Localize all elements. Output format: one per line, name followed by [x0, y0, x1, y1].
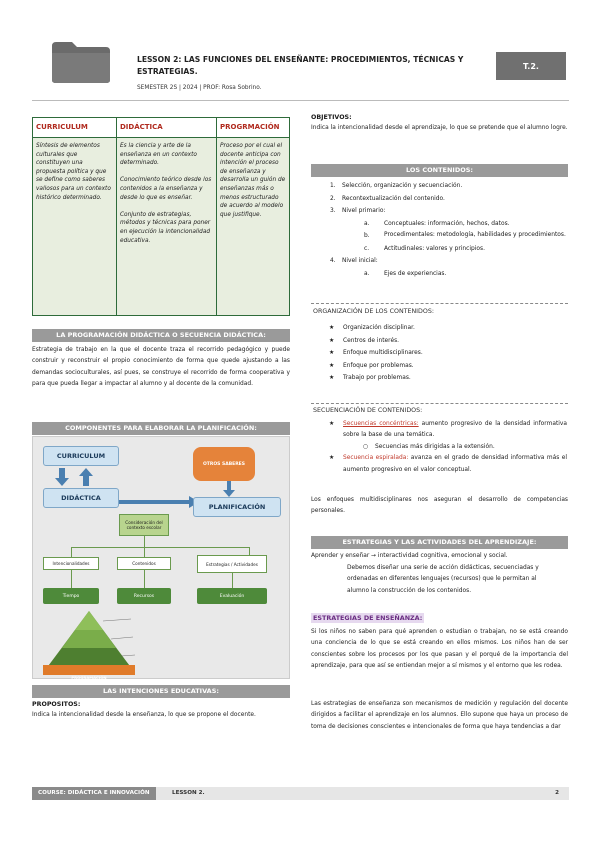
- column-header: PROGRMACIÓN: [217, 118, 289, 138]
- list-item: c. Actitudinales: valores y principios.: [364, 245, 485, 252]
- folder-icon: [50, 40, 112, 84]
- pyramid-graphic: [41, 609, 137, 679]
- section-heading-contenidos: LOS CONTENIDOS:: [311, 164, 568, 177]
- estrategias-paragraph-2: Las estrategias de enseñanza son mecanismos de medición y regulación del docente dirigidos a facilitar el aprendizaje en los alumnos. Ello supone que haya un proceso de toma de decisiones conscientes e intencionales de forma que haya tendencias a dar: [311, 701, 568, 730]
- footer-course: COURSE: DIDÁCTICA E INNOVACIÓN: [32, 787, 156, 800]
- list-item: ★ Enfoque por problemas.: [329, 362, 414, 369]
- list-item: ★ Enfoque multidisciplinares.: [329, 350, 423, 356]
- propositos-text: Indica la intencionalidad desde la enseñanza, lo que se propone el docente.: [32, 712, 256, 718]
- list-item: 4. Nivel inicial:: [330, 258, 378, 264]
- list-item: a. Conceptuales: información, hechos, datos.: [364, 220, 510, 227]
- cell-text: Conjunto de estrategias, métodos y técnicas para poner en ejecución la intencionalidad educativa.: [120, 211, 211, 244]
- secuenciacion-heading: SECUENCIACIÓN DE CONTENIDOS:: [313, 407, 423, 414]
- diagram-contenidos: Contenidos: [117, 557, 171, 570]
- objetivos-label: OBJETIVOS:: [311, 114, 352, 121]
- diagram-intencionalidades: Intencionalidades: [43, 557, 99, 570]
- diagram-otros-saberes: OTROS SABERES: [193, 447, 255, 481]
- list-item: a. Ejes de experiencias.: [364, 270, 447, 277]
- pyramid-label: PROGRAMACIÓN: [71, 675, 107, 680]
- programacion-text: Estrategia de trabajo en la que el docente traza el recorrido pedagógico y puede construir y reconstruir el propio conocimiento de forma que quede ajustando a las demandas socioculturales, así pues, se construye el recorrido de forma cooperativa y para que pueda llegar a impactar al alumno y al docente de la comunidad.: [32, 347, 290, 388]
- estrategias-paragraph-1: Si los niños no saben para qué aprenden o estudian o trabajan, no se está creando una conciencia de lo que se está creando en ellos mismos. Los niños han de ser conscientes sobre los procesos por los que pasan y el porqué de la importancia del aprendizaje, para que así se entiendan mejor a sí mismos y el entorno que les rodea.: [311, 629, 568, 670]
- estrategias-indent: Debemos diseñar una serie de acción didácticas, secuenciadas y ordenadas en diferentes lenguajes (recursos) que le permitan al alumno la construcción de los contenidos.: [347, 565, 539, 594]
- table-column-programacion: [217, 118, 289, 315]
- list-item: 2. Recontextualización del contenido.: [330, 195, 445, 202]
- topic-badge: T.2.: [496, 52, 566, 80]
- table-column-curriculum: [33, 118, 117, 315]
- right-arrow-icon: [119, 495, 199, 509]
- cell-text: Síntesis de elementos culturales que constituyen una propuesta política y que se define como saberes valiosos para un contexto histórico determinado.: [36, 143, 111, 201]
- diagram-recursos: Recursos: [117, 588, 171, 604]
- list-item: ★ Secuencia espiralada: avanza en el grado de densidad informativa más el aumento progresivo en el valor conceptual.: [329, 455, 567, 473]
- section-heading-programacion: LA PROGRAMACIÓN DIDÁCTICA O SECUENCIA DIDÁCTICA:: [32, 329, 290, 342]
- planning-diagram: [32, 436, 290, 679]
- contenidos-list: [330, 180, 568, 280]
- cell-text: Proceso por el cual el docente anticipa con intención el proceso de enseñanza y desarrolla un guión de enseñanzas más o menos estructurado de acuerdo al modelo que justifique.: [220, 143, 286, 218]
- list-item: ★ Centros de interés.: [329, 337, 400, 344]
- curriculum-table: [32, 117, 290, 316]
- list-item: ★ Secuencias concéntricas: aumento progresivo de la densidad informativa sobre la base de una temática.: [329, 421, 567, 439]
- diagram-estrategias: Estrategias / Actividades: [197, 555, 267, 573]
- section-heading-estrategias: ESTRATEGIAS Y LAS ACTIVIDADES DEL APRENDIZAJE:: [311, 536, 568, 549]
- diagram-contexto: Consideración del contexto escolar: [119, 514, 169, 536]
- organizacion-list: [329, 322, 567, 385]
- footer-lesson: LESSON 2.: [172, 790, 205, 796]
- propositos-label: PROPOSITOS:: [32, 701, 81, 708]
- page-title: LESSON 2: LAS FUNCIONES DEL ENSEÑANTE: PROCEDIMIENTOS, TÉCNICAS Y ESTRATEGIAS.: [137, 55, 464, 76]
- section-heading-componentes: COMPONENTES PARA ELABORAR LA PLANIFICACIÓN:: [32, 422, 290, 435]
- exchange-arrows-icon: [53, 468, 97, 486]
- page-number: 2: [555, 790, 559, 796]
- table-column-didactica: [117, 118, 217, 315]
- cell-text: Es la ciencia y arte de la enseñanza en un contexto determinado.: [120, 143, 197, 167]
- estrategias-line: Aprender y enseñar → interactividad cognitiva, emocional y social.: [311, 553, 508, 559]
- header-divider: [32, 100, 569, 101]
- list-item: ○ Secuencias más dirigidas a la extensión.: [363, 443, 495, 450]
- column-header: CURRICULUM: [33, 118, 116, 138]
- estrategias-subheading: ESTRATEGIAS DE ENSEÑANZA:: [313, 614, 423, 622]
- diagram-planificacion: PLANIFICACIÓN: [193, 497, 281, 517]
- list-item: 1. Selección, organización y secuenciación.: [330, 183, 463, 189]
- secuenciacion-list: [329, 419, 567, 476]
- diagram-tiempo: Tiempo: [43, 588, 99, 604]
- objetivos-text: Indica la intencionalidad desde el aprendizaje, lo que se pretende que el alumno logre.: [311, 125, 568, 131]
- diagram-curriculum: CURRICULUM: [43, 446, 119, 466]
- diagram-didactica: DIDÁCTICA: [43, 488, 119, 508]
- list-item: b. Procedimentales: metodología, habilidades y procedimientos.: [364, 232, 566, 239]
- semester-info: SEMESTER 2S | 2024 | PROF: Rosa Sobrino.: [137, 85, 262, 91]
- list-item: ★ Organización disciplinar.: [329, 325, 415, 331]
- down-arrow-icon: [223, 481, 235, 497]
- diagram-evaluacion: Evaluación: [197, 588, 267, 604]
- section-heading-intenciones: LAS INTENCIONES EDUCATIVAS:: [32, 685, 290, 698]
- list-item: 3. Nivel primario:: [330, 208, 386, 214]
- organizacion-heading: ORGANIZACIÓN DE LOS CONTENIDOS:: [313, 308, 434, 315]
- cell-text: Conocimiento teórico desde los contenidos a la enseñanza y desde lo que es enseñar.: [120, 177, 212, 201]
- secuenciacion-closing: Los enfoques multidisciplinares nos aseguran el desarrollo de competencias personales.: [311, 497, 568, 515]
- column-header: DIDÁCTICA: [117, 118, 216, 138]
- list-item: ★ Trabajo por problemas.: [329, 375, 411, 381]
- footer: [32, 787, 569, 800]
